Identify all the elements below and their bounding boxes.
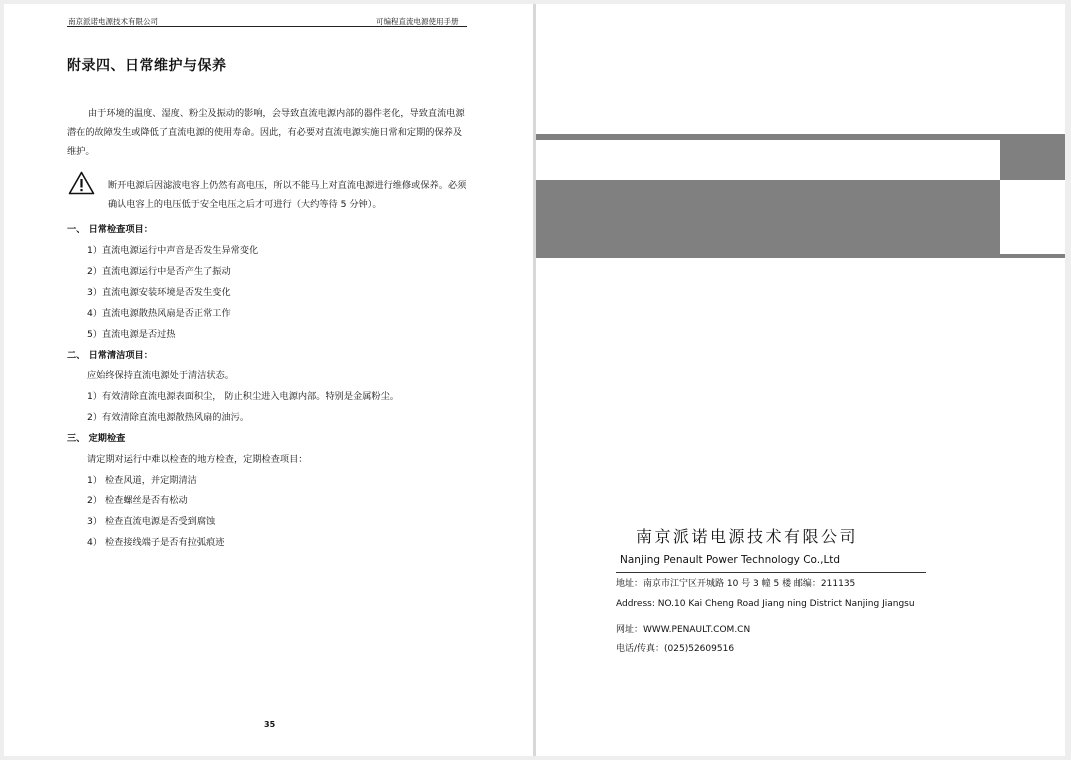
list-item: 4）直流电源散热风扇是否正常工作 (87, 308, 231, 319)
list-item: 1） 检查风道，并定期清洁 (87, 475, 197, 486)
list-item: 1）直流电源运行中声音是否发生异常变化 (87, 245, 259, 256)
list-item: 应始终保持直流电源处于清洁状态。 (87, 370, 234, 381)
address-en: Address: NO.10 Kai Cheng Road Jiang ning District Nanjing Jiangsu (616, 599, 915, 609)
header-manual-title: 可编程直流电源使用手册 (376, 17, 459, 26)
list-item: 5）直流电源是否过热 (87, 329, 176, 340)
list-item: 2）直流电源运行中是否产生了振动 (87, 266, 231, 277)
section-heading-periodic-check: 三、 定期检查 (67, 433, 126, 444)
section-heading-daily-cleaning: 二、 日常清洁项目： (67, 350, 153, 361)
section-heading-daily-check: 一、 日常检查项目： (67, 224, 153, 235)
phone-fax: 电话/传真：(025)52609516 (616, 644, 735, 654)
list-item: 2）有效清除直流电源散热风扇的油污。 (87, 412, 250, 423)
company-rule (616, 572, 926, 573)
warning-text: 断开电源后因滤波电容上仍然有高电压，所以不能马上对直流电源进行维修或保养。必须确认电容上的电压低于安全电压之后才可进行（大约等待 5 分钟）。 (108, 180, 467, 210)
decor-band-main (536, 180, 1000, 258)
page-number: 35 (264, 720, 276, 729)
company-name-en: Nanjing Penault Power Technology Co.,Ltd (620, 554, 841, 566)
list-item: 3）直流电源安装环境是否发生变化 (87, 287, 231, 298)
list-item: 2） 检查螺丝是否有松动 (87, 495, 188, 506)
decor-band-bottom (1000, 254, 1065, 258)
intro-paragraph: 由于环境的温度、湿度、粉尘及振动的影响，会导致直流电源内部的器件老化，导致直流电源潜在的故障发生或降低了直流电源的使用寿命。因此，有必要对直流电源实施日常和定期的保养及维护。 (67, 108, 465, 157)
left-page (4, 4, 533, 756)
list-item: 请定期对运行中难以检查的地方检查，定期检查项目： (87, 454, 308, 465)
website: 网址：WWW.PENAULT.COM.CN (616, 625, 751, 635)
list-item: 1）有效清除直流电源表面积尘， 防止积尘进入电源内部。特别是金属粉尘。 (87, 391, 399, 402)
header-rule (67, 26, 467, 27)
decor-block-right (1000, 140, 1065, 180)
decor-band-top (536, 134, 1065, 140)
list-item: 3） 检查直流电源是否受到腐蚀 (87, 516, 216, 527)
page-title: 附录四、日常维护与保养 (67, 58, 227, 74)
company-name-cn: 南京派诺电源技术有限公司 (636, 527, 859, 546)
back-cover-page (536, 4, 1065, 756)
address-cn: 地址：南京市江宁区开城路 10 号 3 幢 5 楼 邮编：211135 (616, 579, 856, 589)
list-item: 4） 检查接线端子是否有拉弧痕迹 (87, 537, 225, 548)
warning-icon (68, 171, 95, 195)
header-company: 南京派诺电源技术有限公司 (68, 17, 158, 26)
